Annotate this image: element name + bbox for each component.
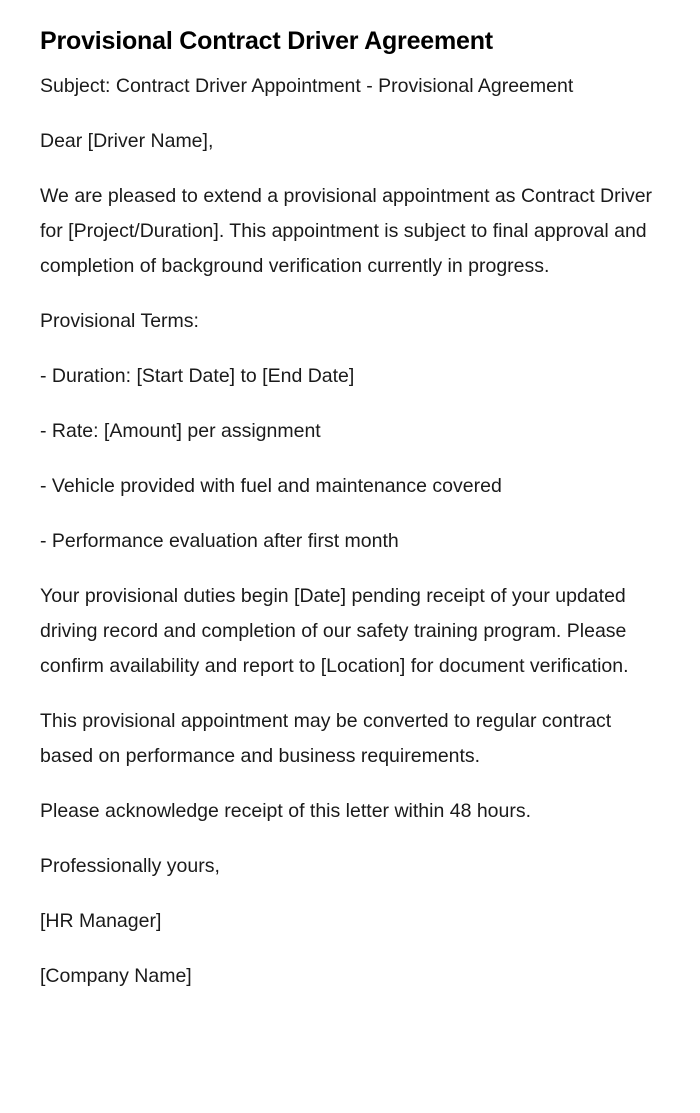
document-title: Provisional Contract Driver Agreement [40,27,493,55]
duties-paragraph: Your provisional duties begin [Date] pending receipt of your updated driving record and completion of our safety training program. Please confirm availability and report to [Location] for document verification. [40,585,629,677]
term-item-evaluation: - Performance evaluation after first month [40,530,399,552]
term-item-vehicle: - Vehicle provided with fuel and maintenance covered [40,475,502,497]
acknowledge-paragraph: Please acknowledge receipt of this letter within 48 hours. [40,800,532,822]
term-item-rate: - Rate: [Amount] per assignment [40,420,321,442]
signer-name: [HR Manager] [40,910,162,932]
closing-line: Professionally yours, [40,855,220,877]
subject-line: Subject: Contract Driver Appointment - Provisional Agreement [40,75,574,97]
conversion-paragraph: This provisional appointment may be converted to regular contract based on performance and business requirements. [40,710,612,767]
company-name: [Company Name] [40,965,192,987]
term-item-duration: - Duration: [Start Date] to [End Date] [40,365,355,387]
intro-paragraph: We are pleased to extend a provisional appointment as Contract Driver for [Project/Duration]. This appointment is subject to final approval and completion of background verification currently in progress. [40,185,653,277]
salutation: Dear [Driver Name], [40,130,214,152]
terms-heading: Provisional Terms: [40,310,199,332]
